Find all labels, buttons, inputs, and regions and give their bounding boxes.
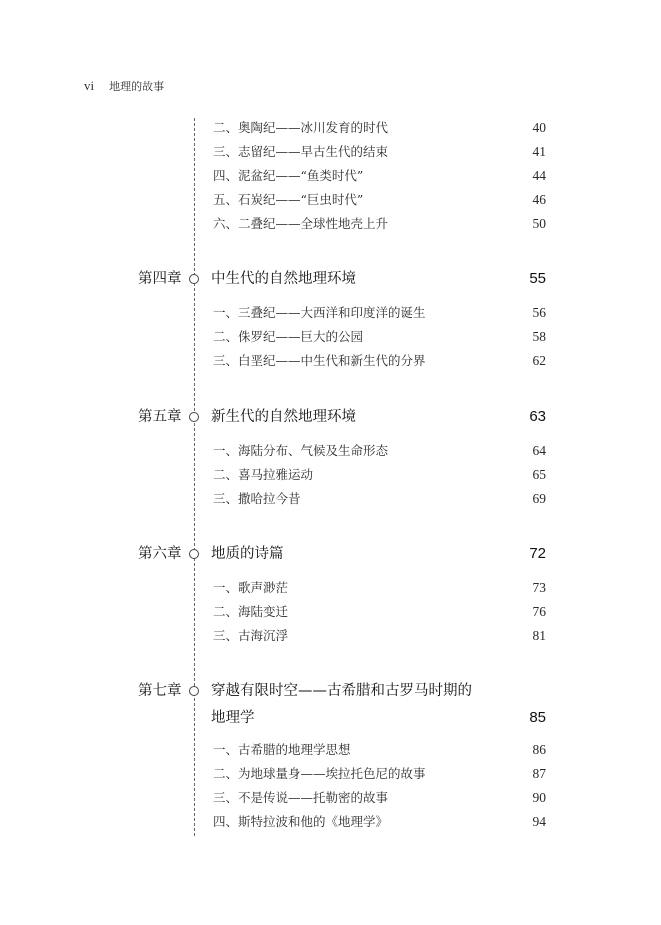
- chapter-page: 63: [529, 408, 546, 425]
- toc-entry-title: 三、撒哈拉今昔: [213, 491, 301, 506]
- toc-entry-page: 50: [532, 216, 546, 231]
- toc-entry[interactable]: [213, 576, 546, 600]
- toc-entry-page: 46: [532, 192, 546, 207]
- toc-entry[interactable]: [213, 301, 546, 325]
- toc-entry-page: 40: [532, 120, 546, 135]
- toc-entry[interactable]: [213, 738, 546, 762]
- toc-entry-page: 58: [532, 329, 546, 344]
- chapter-page: 85: [529, 709, 546, 726]
- toc-entry-title: 六、二叠纪——全球性地壳上升: [213, 216, 389, 231]
- toc-entry[interactable]: [213, 164, 546, 188]
- toc-entry-title: 二、奥陶纪——冰川发育的时代: [213, 120, 389, 135]
- toc-entry-page: 64: [532, 443, 546, 458]
- toc-entry-page: 73: [532, 580, 546, 595]
- toc-entry[interactable]: [213, 325, 546, 349]
- toc-entry-title: 二、侏罗纪——巨大的公园: [213, 329, 364, 344]
- bullet-circle-icon: [189, 274, 199, 284]
- chapter-heading[interactable]: [0, 678, 661, 732]
- toc-entry-page: 62: [532, 353, 546, 368]
- toc-entry-page: 94: [532, 814, 546, 829]
- toc-entry[interactable]: [213, 487, 546, 511]
- toc-entry[interactable]: [213, 600, 546, 624]
- toc-entry[interactable]: [213, 762, 546, 786]
- toc-entry-title: 三、古海沉浮: [213, 628, 289, 643]
- chapter-heading[interactable]: [0, 266, 661, 292]
- toc-entry[interactable]: [213, 116, 546, 140]
- toc-entry[interactable]: [213, 212, 546, 236]
- toc-entry-title: 三、不是传说——托勒密的故事: [213, 790, 389, 805]
- toc-entry-title: 一、海陆分布、气候及生命形态: [213, 443, 389, 458]
- toc-entry[interactable]: [213, 624, 546, 648]
- toc-entry-title: 三、志留纪——早古生代的结束: [213, 144, 389, 159]
- toc-entry-page: 44: [532, 168, 546, 183]
- toc-entry-page: 56: [532, 305, 546, 320]
- chapter-title: 地质的诗篇: [211, 546, 284, 562]
- toc-entry-page: 81: [532, 628, 546, 643]
- bullet-circle-icon: [189, 549, 199, 559]
- toc-entry[interactable]: [213, 810, 546, 834]
- toc-entry[interactable]: [213, 786, 546, 810]
- toc-entry-page: 69: [532, 491, 546, 506]
- chapter-page: 55: [529, 270, 546, 287]
- toc-entry-title: 一、古希腊的地理学思想: [213, 742, 351, 757]
- toc-entry-title: 一、歌声渺茫: [213, 580, 289, 595]
- toc-entry-title: 五、石炭纪——“巨虫时代”: [213, 192, 364, 207]
- toc-entry-page: 65: [532, 467, 546, 482]
- toc-entry-title: 二、海陆变迁: [213, 604, 289, 619]
- chapter-label: 第四章: [138, 271, 182, 287]
- toc-entry-page: 41: [532, 144, 546, 159]
- chapter-title: 穿越有限时空——古希腊和古罗马时期的: [211, 683, 472, 699]
- chapter-title: 新生代的自然地理环境: [211, 409, 356, 425]
- chapter-title-line2: 地理学: [211, 710, 255, 726]
- toc-entry-page: 76: [532, 604, 546, 619]
- chapter-label: 第七章: [138, 683, 182, 699]
- book-title: 地理的故事: [109, 80, 165, 93]
- toc-entry[interactable]: [213, 140, 546, 164]
- toc-entry-title: 三、白垩纪——中生代和新生代的分界: [213, 353, 426, 368]
- bullet-circle-icon: [189, 412, 199, 422]
- toc-entry[interactable]: [213, 349, 546, 373]
- chapter-label: 第五章: [138, 409, 182, 425]
- chapter-heading[interactable]: [0, 404, 661, 430]
- toc-entry-title: 四、泥盆纪——“鱼类时代”: [213, 168, 364, 183]
- chapter-label: 第六章: [138, 546, 182, 562]
- toc-entry-title: 二、喜马拉雅运动: [213, 467, 314, 482]
- toc-entry[interactable]: [213, 188, 546, 212]
- bullet-circle-icon: [189, 686, 199, 696]
- chapter-heading[interactable]: [0, 541, 661, 567]
- toc-entry-page: 90: [532, 790, 546, 805]
- toc-entry-page: 87: [532, 766, 546, 781]
- running-header: [84, 78, 164, 94]
- toc-entry-title: 二、为地球量身——埃拉托色尼的故事: [213, 766, 426, 781]
- page-number: vi: [84, 78, 95, 93]
- toc-entry[interactable]: [213, 463, 546, 487]
- chapter-page: 72: [529, 545, 546, 562]
- toc-entry-page: 86: [532, 742, 546, 757]
- toc-entry-title: 四、斯特拉波和他的《地理学》: [213, 814, 389, 829]
- toc-entry-title: 一、三叠纪——大西洋和印度洋的诞生: [213, 305, 426, 320]
- toc-entry[interactable]: [213, 439, 546, 463]
- chapter-title: 中生代的自然地理环境: [211, 271, 356, 287]
